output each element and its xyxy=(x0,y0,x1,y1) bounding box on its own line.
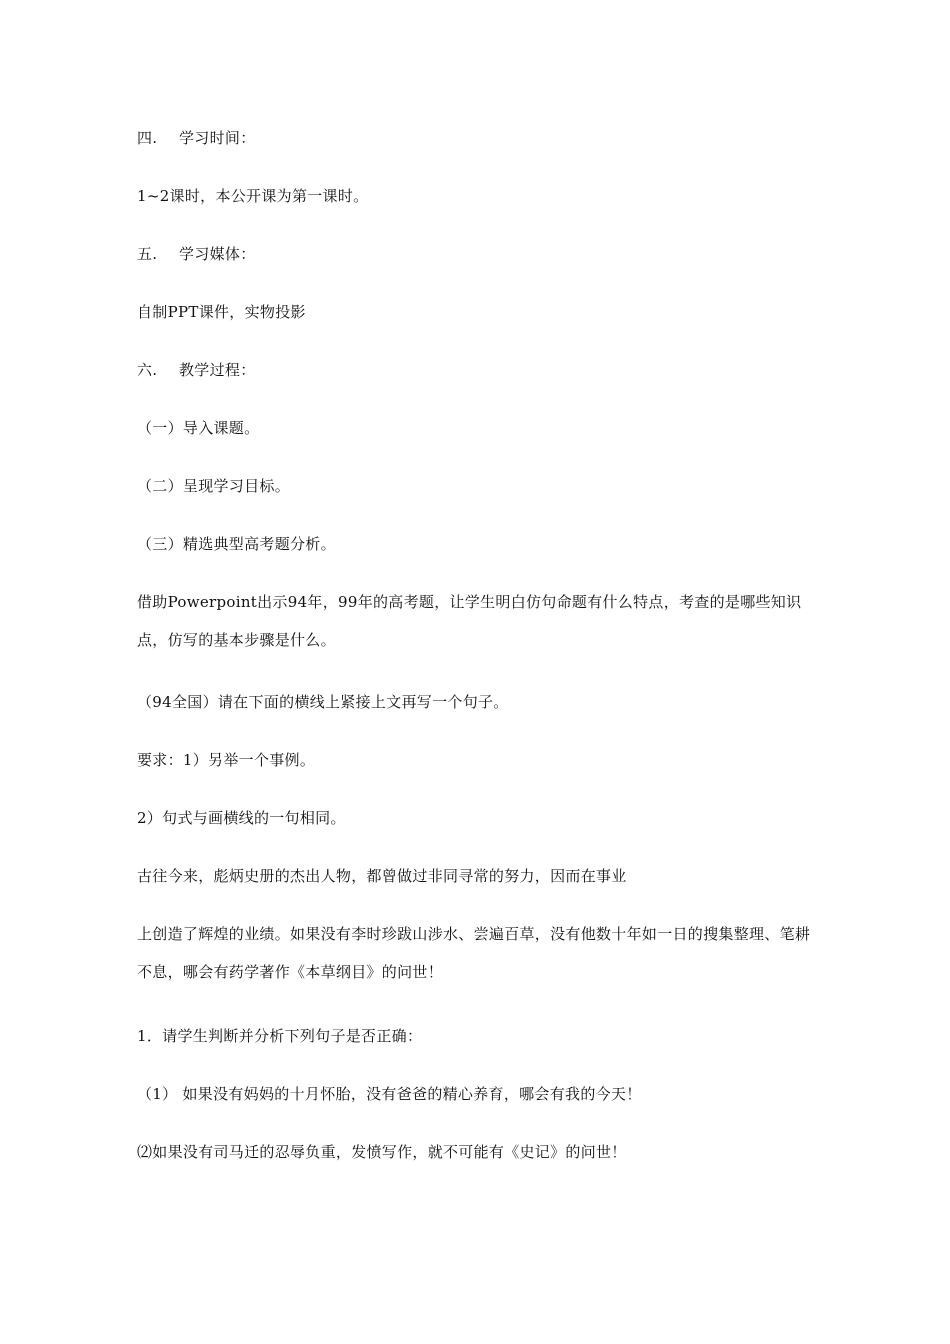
section-title: 教学过程： xyxy=(179,361,256,379)
exam-question-title: （94全国）请在下面的横线上紧接上文再写一个句子。 xyxy=(137,693,509,711)
study-time-text: 1~2课时，本公开课为第一课时。 xyxy=(137,187,369,205)
requirement-item: 2）句式与画横线的一句相同。 xyxy=(137,809,346,827)
requirement-item: 要求：1）另举一个事例。 xyxy=(137,751,316,769)
step-item: （二）呈现学习目标。 xyxy=(137,477,291,495)
section-heading-4 xyxy=(137,128,817,148)
section-title: 学习时间： xyxy=(179,129,256,147)
section-number: 六. xyxy=(137,361,158,379)
step-item: （三）精选典型高考题分析。 xyxy=(137,535,336,553)
section-number: 四. xyxy=(137,129,158,147)
study-media-text: 自制PPT课件，实物投影 xyxy=(137,303,306,321)
task-instruction: 1．请学生判断并分析下列句子是否正确： xyxy=(137,1027,423,1045)
intro-paragraph: 借助Powerpoint出示94年，99年的高考题，让学生明白仿句命题有什么特点，考查的是哪些知识点，仿写的基本步骤是什么。 xyxy=(137,593,802,649)
step-item: （一）导入课题。 xyxy=(137,419,260,437)
section-heading-6 xyxy=(137,360,817,380)
example-sentence: （1） 如果没有妈妈的十月怀胎，没有爸爸的精心养育，哪会有我的今天！ xyxy=(137,1085,642,1103)
section-number: 五. xyxy=(137,245,158,263)
section-heading-5 xyxy=(137,244,817,264)
passage-line: 古往今来，彪炳史册的杰出人物，都曾做过非同寻常的努力，因而在事业 xyxy=(137,867,627,885)
example-sentence: ⑵如果没有司马迁的忍辱负重，发愤写作，就不可能有《史记》的问世！ xyxy=(137,1143,627,1161)
section-title: 学习媒体： xyxy=(179,245,256,263)
passage-paragraph: 上创造了辉煌的业绩。如果没有李时珍跋山涉水、尝遍百草，没有他数十年如一日的搜集整理、笔耕不息，哪会有药学著作《本草纲目》的问世！ xyxy=(137,925,811,981)
